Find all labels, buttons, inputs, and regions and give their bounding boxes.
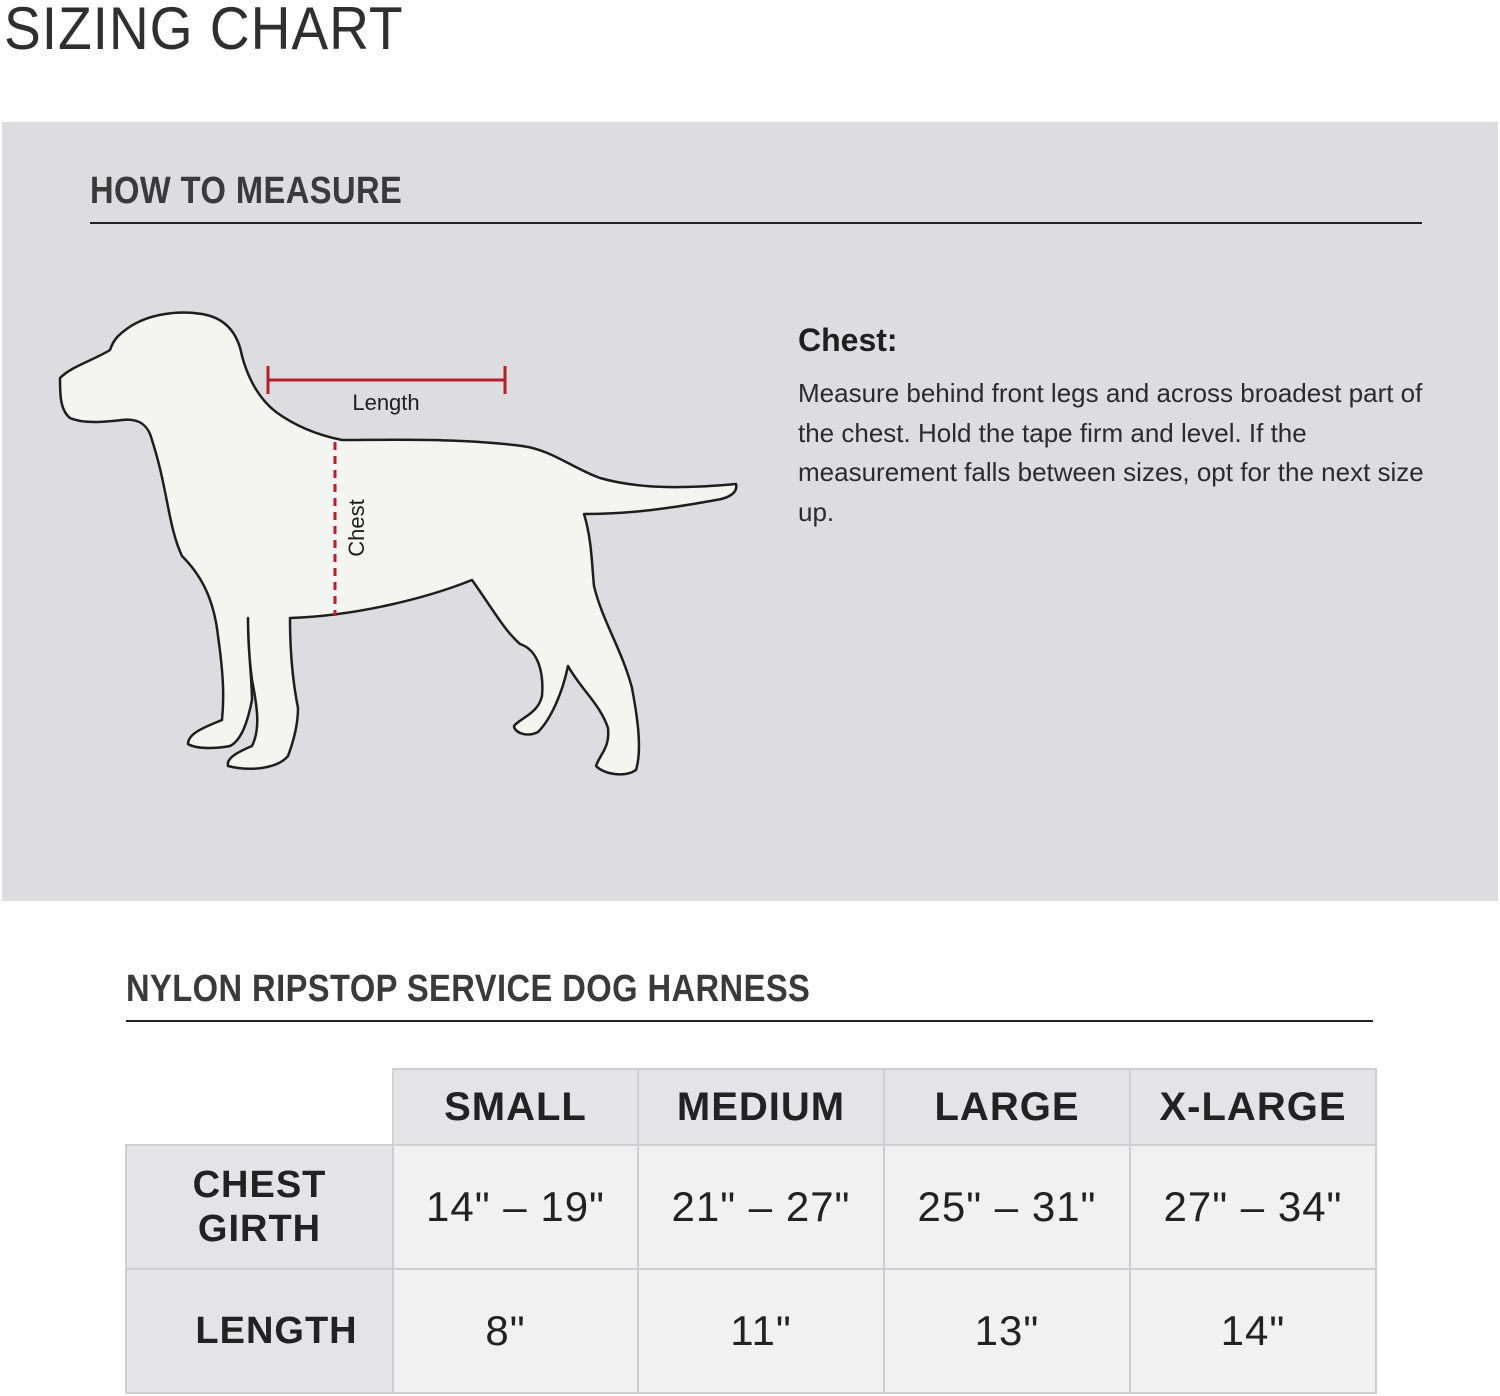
chest-instructions-title: Chest: (798, 322, 898, 358)
length-small: 8" (393, 1269, 638, 1393)
row-header-line-1: CHEST (192, 1164, 327, 1206)
dog-silhouette (60, 313, 736, 775)
chest-girth-large: 25" – 31" (884, 1145, 1130, 1269)
table-row-chest-girth (126, 1145, 1376, 1269)
how-to-measure-rule (90, 222, 1422, 224)
column-header-medium: MEDIUM (638, 1069, 884, 1145)
how-to-measure-heading: HOW TO MEASURE (90, 170, 403, 212)
column-header-small: SMALL (393, 1069, 638, 1145)
length-medium: 11" (638, 1269, 884, 1393)
chest-girth-xlarge: 27" – 34" (1130, 1145, 1376, 1269)
table-row-length (126, 1269, 1376, 1393)
product-heading-rule (126, 1020, 1373, 1022)
row-header-line-2: GIRTH (197, 1208, 322, 1250)
column-header-large: LARGE (884, 1069, 1130, 1145)
chest-girth-medium: 21" – 27" (638, 1145, 884, 1269)
column-header-xlarge: X-LARGE (1130, 1069, 1376, 1145)
dog-measurement-diagram (52, 300, 752, 790)
length-large: 13" (884, 1269, 1130, 1393)
sizing-table (125, 1068, 1377, 1394)
length-label: Length (352, 390, 420, 415)
table-header-row (126, 1069, 1376, 1145)
length-xlarge: 14" (1130, 1269, 1376, 1393)
row-header-length (126, 1269, 393, 1393)
chest-instructions-text: Measure behind front legs and across broadest part of the chest. Hold the tape firm and level. If the measurement falls between sizes, opt for the next size up. (798, 378, 1424, 527)
table-corner-cell (126, 1069, 393, 1145)
row-header-line-1: LENGTH (195, 1310, 358, 1352)
product-heading: NYLON RIPSTOP SERVICE DOG HARNESS (126, 968, 811, 1010)
chest-label: Chest (344, 499, 369, 557)
chest-girth-small: 14" – 19" (393, 1145, 638, 1269)
row-header-chest-girth (126, 1145, 393, 1269)
page-title: SIZING CHART (4, 0, 404, 62)
